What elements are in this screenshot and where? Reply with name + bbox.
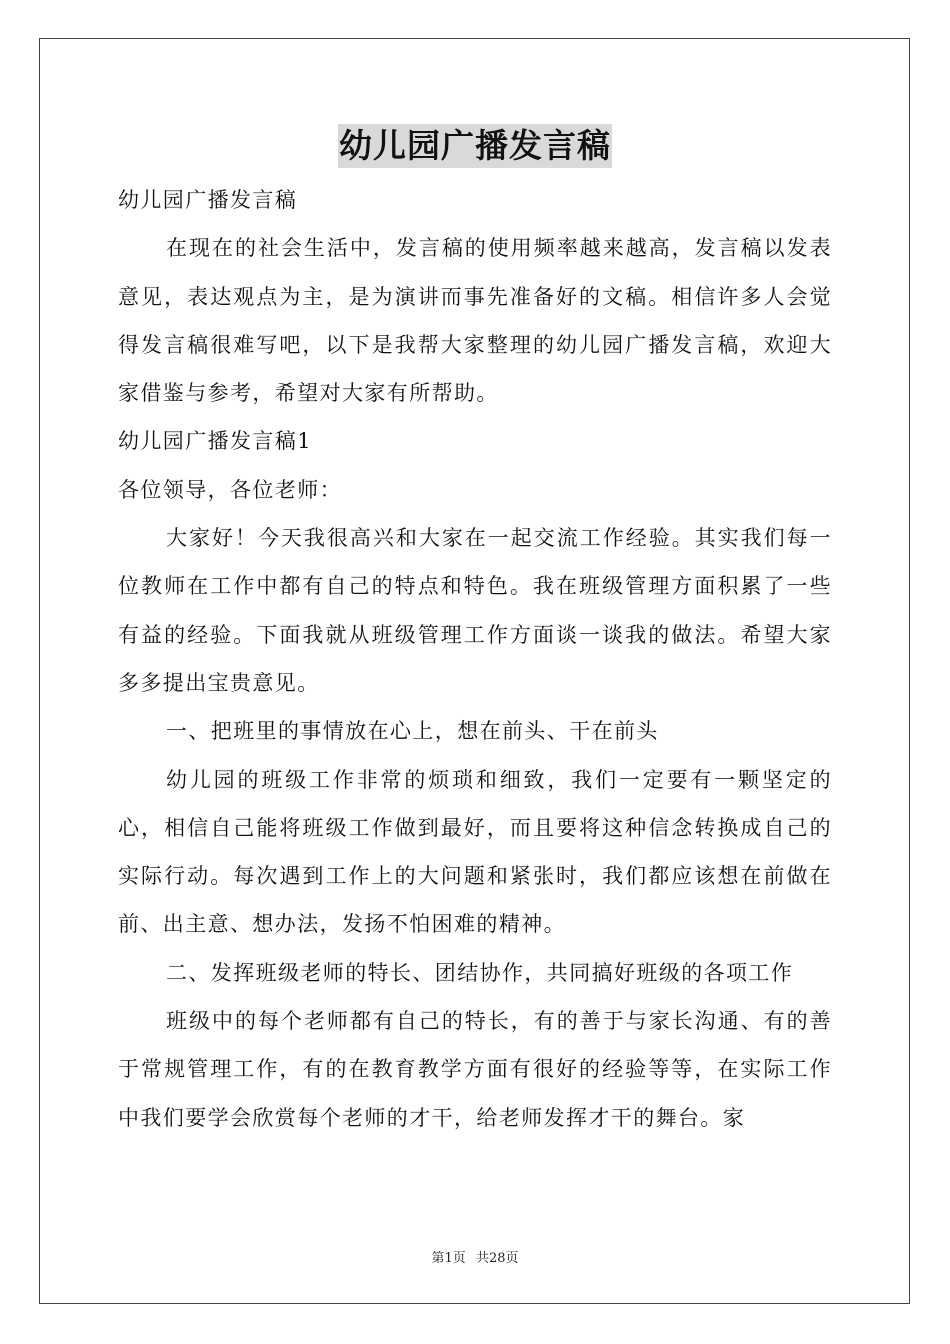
paragraph-point-one-heading: 一、把班里的事情放在心上，想在前头、干在前头 bbox=[166, 719, 659, 744]
paragraph-section-heading: 幼儿园广播发言稿1 bbox=[118, 429, 312, 454]
paragraph-intro: 在现在的社会生活中，发言稿的使用频率越来越高，发言稿以发表意见，表达观点为主，是为演讲而事先准备好的文稿。相信许多人会觉得发言稿很难写吧，以下是我帮大家整理的幼儿园广播发言稿，欢迎大家借鉴与参考，希望对大家有所帮助。 bbox=[118, 236, 832, 406]
page-number: 第1页 bbox=[431, 1251, 466, 1266]
paragraph-greeting: 大家好！今天我很高兴和大家在一起交流工作经验。其实我们每一位教师在工作中都有自己的特点和特色。我在班级管理方面积累了一些有益的经验。下面我就从班级管理工作方面谈一谈我的做法。希望大家多多提出宝贵意见。 bbox=[118, 526, 832, 695]
paragraph-point-one-body: 幼儿园的班级工作非常的烦琐和细致，我们一定要有一颗坚定的心，相信自己能将班级工作做到最好，而且要将这种信念转换成自己的实际行动。每次遇到工作上的大问题和紧张时，我们都应该想在前做在前、出主意、想办法，发扬不怕困难的精神。 bbox=[118, 767, 832, 937]
document-body bbox=[118, 176, 832, 1142]
paragraph-subtitle: 幼儿园广播发言稿 bbox=[118, 188, 298, 212]
paragraph-salutation: 各位领导，各位老师： bbox=[118, 477, 342, 502]
document-title: 幼儿园广播发言稿 bbox=[338, 124, 612, 168]
page-total: 共28页 bbox=[475, 1251, 519, 1266]
paragraph-point-two-body: 班级中的每个老师都有自己的特长，有的善于与家长沟通、有的善于常规管理工作，有的在教育教学方面有很好的经验等等，在实际工作中我们要学会欣赏每个老师的才干，给老师发挥才干的舞台。家 bbox=[118, 1009, 832, 1130]
page-footer bbox=[0, 1247, 950, 1266]
title-container bbox=[0, 124, 950, 168]
paragraph-point-two-heading: 二、发挥班级老师的特长、团结协作，共同搞好班级的各项工作 bbox=[166, 960, 794, 985]
